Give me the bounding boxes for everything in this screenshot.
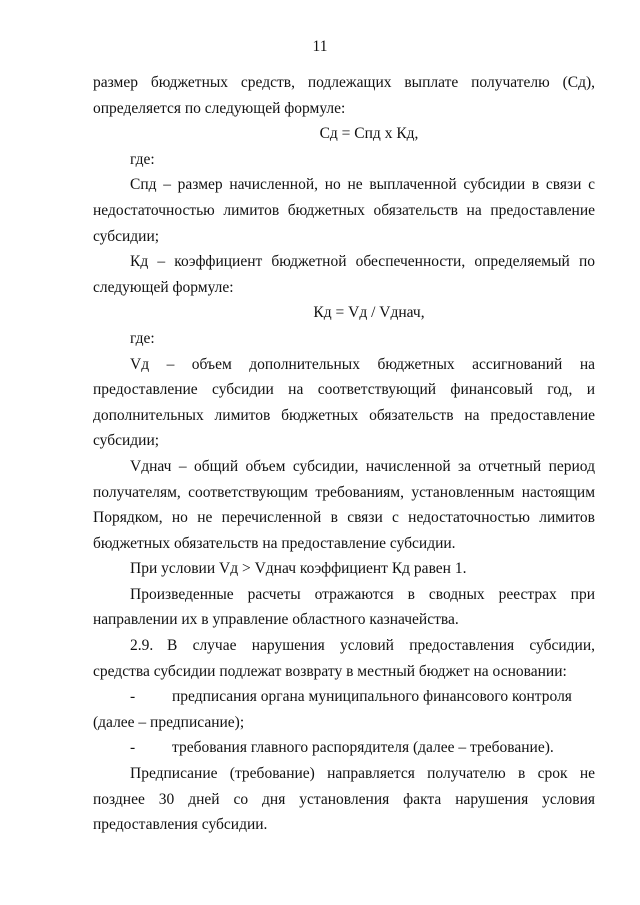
list-item-text: требования главного распорядителя (далее – требование). — [172, 739, 554, 757]
list-item-prescription — [93, 684, 595, 710]
definition-spd: Спд – размер начисленной, но не выплаченной субсидии в связи с недостаточностью лимитов бюджетных обязательств на предоставление субсидии; — [93, 176, 595, 245]
paragraph-final: Предписание (требование) направляется получателю в срок не позднее 30 дней со дня установления факта нарушения условия предоставления субсидии. — [93, 765, 595, 834]
clause-text: В случае нарушения условий предоставления субсидии, средства субсидии подлежат возврату в местный бюджет на основании: — [93, 637, 595, 680]
clause-2-9 — [93, 633, 595, 684]
dash-bullet: - — [130, 688, 136, 706]
where-label-2: где: — [130, 329, 155, 347]
paragraph-condition: При условии Vд > Vднач коэффициент Кд равен 1. — [130, 560, 467, 578]
paragraph-calculations: Произведенные расчеты отражаются в сводных реестрах при направлении их в управление областного казначейства. — [93, 585, 595, 629]
document-body — [93, 70, 595, 838]
definition-vd: Vд – объем дополнительных бюджетных ассигнований на предоставление субсидии на соответствующий финансовый год, и дополнительных лимитов бюджетных обязательств на предоставление субсидии; — [93, 355, 595, 450]
list-item-text: предписания органа муниципального финансового контроля — [172, 688, 572, 706]
definition-kd: Кд – коэффициент бюджетной обеспеченности, определяемый по следующей формуле: — [93, 253, 595, 296]
where-label-1: где: — [130, 150, 155, 168]
paragraph-budget-amount: размер бюджетных средств, подлежащих выплате получателю (Сд), определяется по следующей формуле: — [93, 74, 595, 117]
clause-number: 2.9. — [130, 637, 154, 655]
formula-kd: Кд = Vд / Vднач, — [313, 304, 425, 322]
definition-vdnach: Vднач – общий объем субсидии, начисленной за отчетный период получателям, соответствующим требованиям, установленным настоящим Порядком, но не перечисленной в связи с недостаточностью лимитов бюджетных обязательств на предоставление субсидии. — [93, 457, 595, 552]
list-item-continuation: (далее – предписание); — [93, 713, 245, 731]
list-item-requirement — [93, 735, 595, 761]
page-number: 11 — [312, 38, 328, 55]
formula-sd: Сд = Спд x Кд, — [319, 125, 419, 143]
dash-bullet: - — [130, 739, 136, 757]
